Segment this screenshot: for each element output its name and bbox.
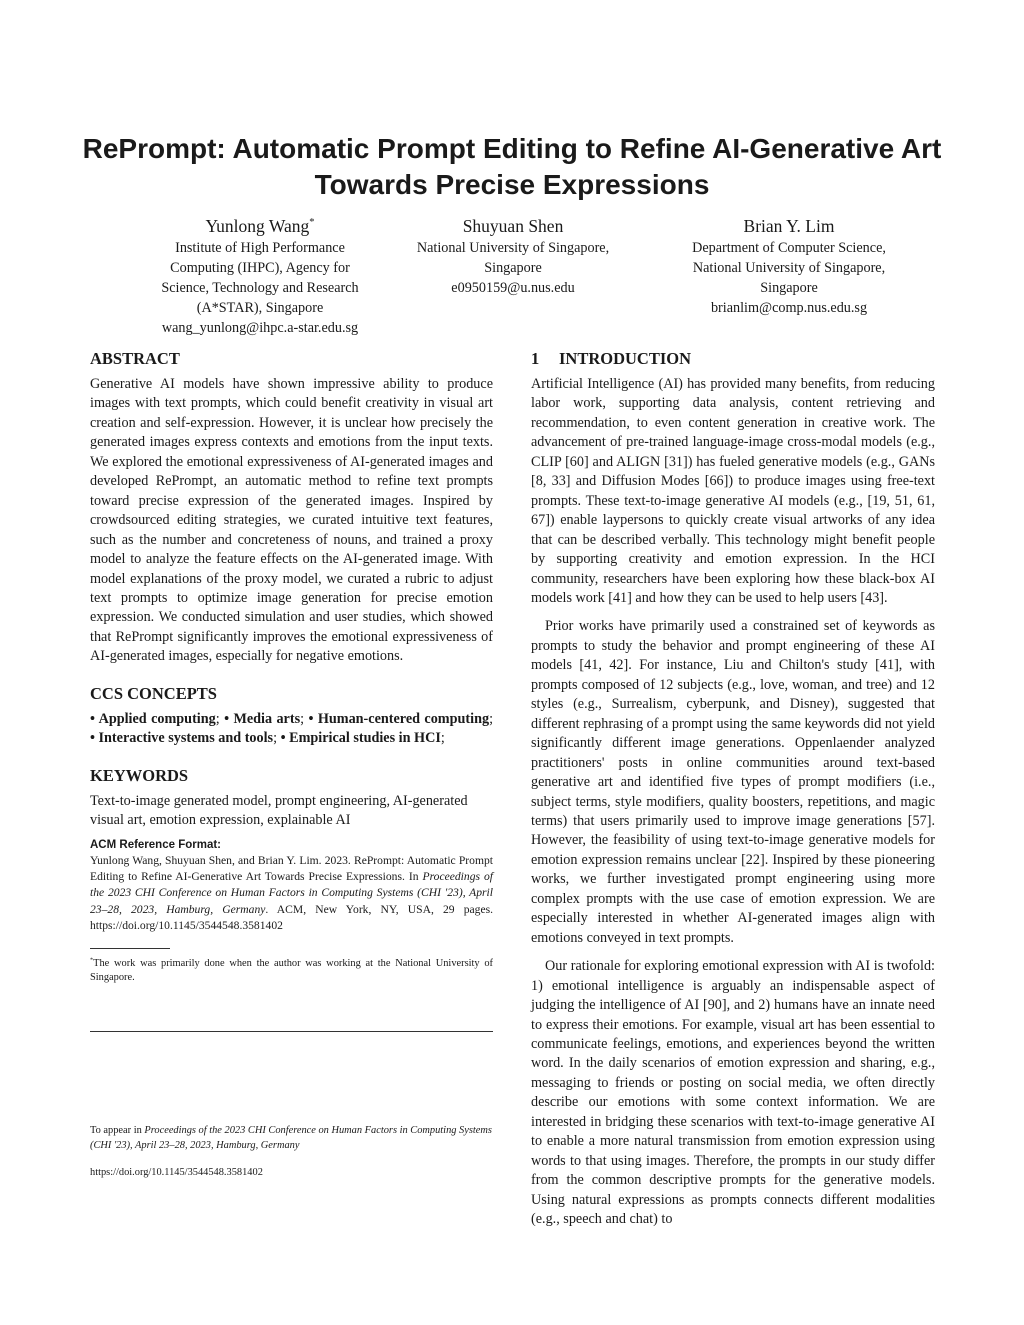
author-name: Yunlong Wang* <box>205 216 315 236</box>
author-email: brianlim@comp.nus.edu.sg <box>710 300 868 316</box>
author-footnote-mark: * <box>309 217 315 229</box>
footnote: *The work was primarily done when the author was working at the National University of Singapore. <box>90 956 493 984</box>
divider <box>90 1031 493 1032</box>
doi-link[interactable]: https://doi.org/10.1145/3544548.3581402 <box>90 1167 263 1178</box>
footnote-rule <box>90 948 170 949</box>
keywords-heading: KEYWORDS <box>90 765 189 785</box>
author-email: e0950159@u.nus.edu <box>451 280 575 296</box>
left-column <box>90 348 493 985</box>
ccs-concepts: • Applied computing; • Media arts; • Human-centered computing; • Interactive systems and tools; • Empirical studies in HCI; <box>90 710 494 747</box>
acm-reference-heading: ACM Reference Format: <box>90 838 221 851</box>
author-block <box>110 214 410 338</box>
author-email: wang_yunlong@ihpc.a-star.edu.sg <box>161 320 359 336</box>
paper-title <box>60 131 964 203</box>
author-affiliation: Institute of High Performance Computing (IHPC), Agency for Science, Technology and Research (A*STAR), Singapore <box>161 240 359 316</box>
right-column <box>531 348 935 1229</box>
author-block <box>380 214 646 298</box>
intro-paragraph: Our rationale for exploring emotional expression with AI is twofold: 1) emotional intelligence is arguably an indispensable aspect of judging the intelligence of AI [90], and 2) humans have an innate need to express their emotions. For example, visual art has been essential to communicate feelings, emotions, and experiences beyond the written word. In the daily scenarios of emotion expression and sharing, e.g., messaging to friends or posting on social media, we often directly describe our emotions with some context information. We are interested in bridging these scenarios with text-to-image generative AI to enable a more natural transmission from emotion expression using words to that using images. Therefore, the prompts in our study differ from the common descriptive prompts for the generative models. Using natural expressions as prompts connects different modalities (e.g., speech and chat) to <box>531 958 935 1228</box>
intro-paragraph: Artificial Intelligence (AI) has provided many benefits, from reducing labor work, supporting data analysis, content retrieving and recommendation, to even content generation in creative work. The advancement of pre-trained language-image cross-modal models (e.g., CLIP [60] and ALIGN [31]) has fueled generative models (e.g., GANs [8, 33] and Diffusion Modes [66]) to produce images using free-text prompts. These text-to-image generative AI models (e.g., [19, 51, 61, 67]) enable laypersons to quickly create visual artworks of any idea that can be described verbally. This technology might benefit people by supporting creativity and emotion expression. In the HCI community, researchers have been exploring how these black-box AI models work [41] and how they can be used to help users [43]. <box>531 376 935 606</box>
acm-reference-text: Yunlong Wang, Shuyuan Shen, and Brian Y. Lim. 2023. RePrompt: Automatic Prompt Editing to Refine AI-Generative Art Towards Precise Expressions. In Proceedings of the 2023 CHI Conference on Human Factors in Computing Systems (CHI '23), April 23–28, 2023, Hamburg, Germany. ACM, New York, NY, USA, 29 pages. https://doi.org/10.1145/3544548.3581402 <box>90 853 493 932</box>
acm-reference-venue: Proceedings of the 2023 CHI Conference on Human Factors in Computing Systems (CHI '23), April 23–28, 2023, Hamburg, Germany <box>90 869 493 916</box>
ccs-heading: CCS CONCEPTS <box>90 683 217 703</box>
appear-in-note: To appear in Proceedings of the 2023 CHI Conference on Human Factors in Computing Systems (CHI '23), April 23–28, 2023, Hamburg, Germany <box>90 1125 492 1151</box>
author-name: Shuyuan Shen <box>462 216 564 236</box>
author-affiliation: National University of Singapore, Singapore <box>416 240 610 276</box>
title-line-2: Towards Precise Expressions <box>314 169 710 200</box>
abstract-text: Generative AI models have shown impressive ability to produce images with text prompts, which could benefit creativity in visual art creation and self-expression. However, it is unclear how precisely the generated images express contexts and emotions from the input texts. We explored the emotional expressiveness of AI-generated images and developed RePrompt, an automatic method to refine text prompts toward precise expression of the generated images. Inspired by crowdsourced editing strategies, we curated intuitive text features, such as the number and concreteness of nouns, and trained a proxy model to analyze the feature effects on the AI-generated image. With model explanations of the proxy model, we curated a rubric to adjust text prompts to optimize image generation for precise emotion expression. We conducted simulation and user studies, which showed that RePrompt significantly improves the emotional expressiveness of AI-generated images, especially for negative emotions. <box>90 376 493 665</box>
keywords-text: Text-to-image generated model, prompt engineering, AI-generated visual art, emotion expression, explainable AI <box>90 792 468 829</box>
title-line-1: RePrompt: Automatic Prompt Editing to Refine AI-Generative Art <box>82 133 942 164</box>
introduction-heading: 1 INTRODUCTION <box>531 349 692 368</box>
intro-paragraph: Prior works have primarily used a constrained set of keywords as prompts to study the behavior and prompt engineering of these AI models [41, 42]. For instance, Liu and Chilton's study [41], with prompts composed of 12 subjects (e.g., love, woman, and tree) and 12 styles (e.g., Surrealism, cyberpunk, and Disney), suggested that different rephrasing of a prompt using the same keywords did not yield significantly different image generations. Oppenlaender analyzed practitioners' posts in online communities around text-based generative art and identified five types of prompt modifiers (i.e., subject terms, style modifiers, quality boosters, repetitions, and magic terms) that users primarily used to improve image generations [57]. However, the feasibility of using text-to-image generative models for emotion expression remains unclear [22]. Inspired by these pioneering works, we further investigated prompt engineering using more complex prompts with the use case of emotion expression. We are especially interested in whether AI-generated images align with emotions conveyed in text prompts. <box>531 618 935 946</box>
author-name: Brian Y. Lim <box>743 216 835 236</box>
author-block <box>646 214 932 318</box>
author-affiliation: Department of Computer Science, National University of Singapore, Singapore <box>692 240 886 296</box>
abstract-heading: ABSTRACT <box>90 349 180 368</box>
